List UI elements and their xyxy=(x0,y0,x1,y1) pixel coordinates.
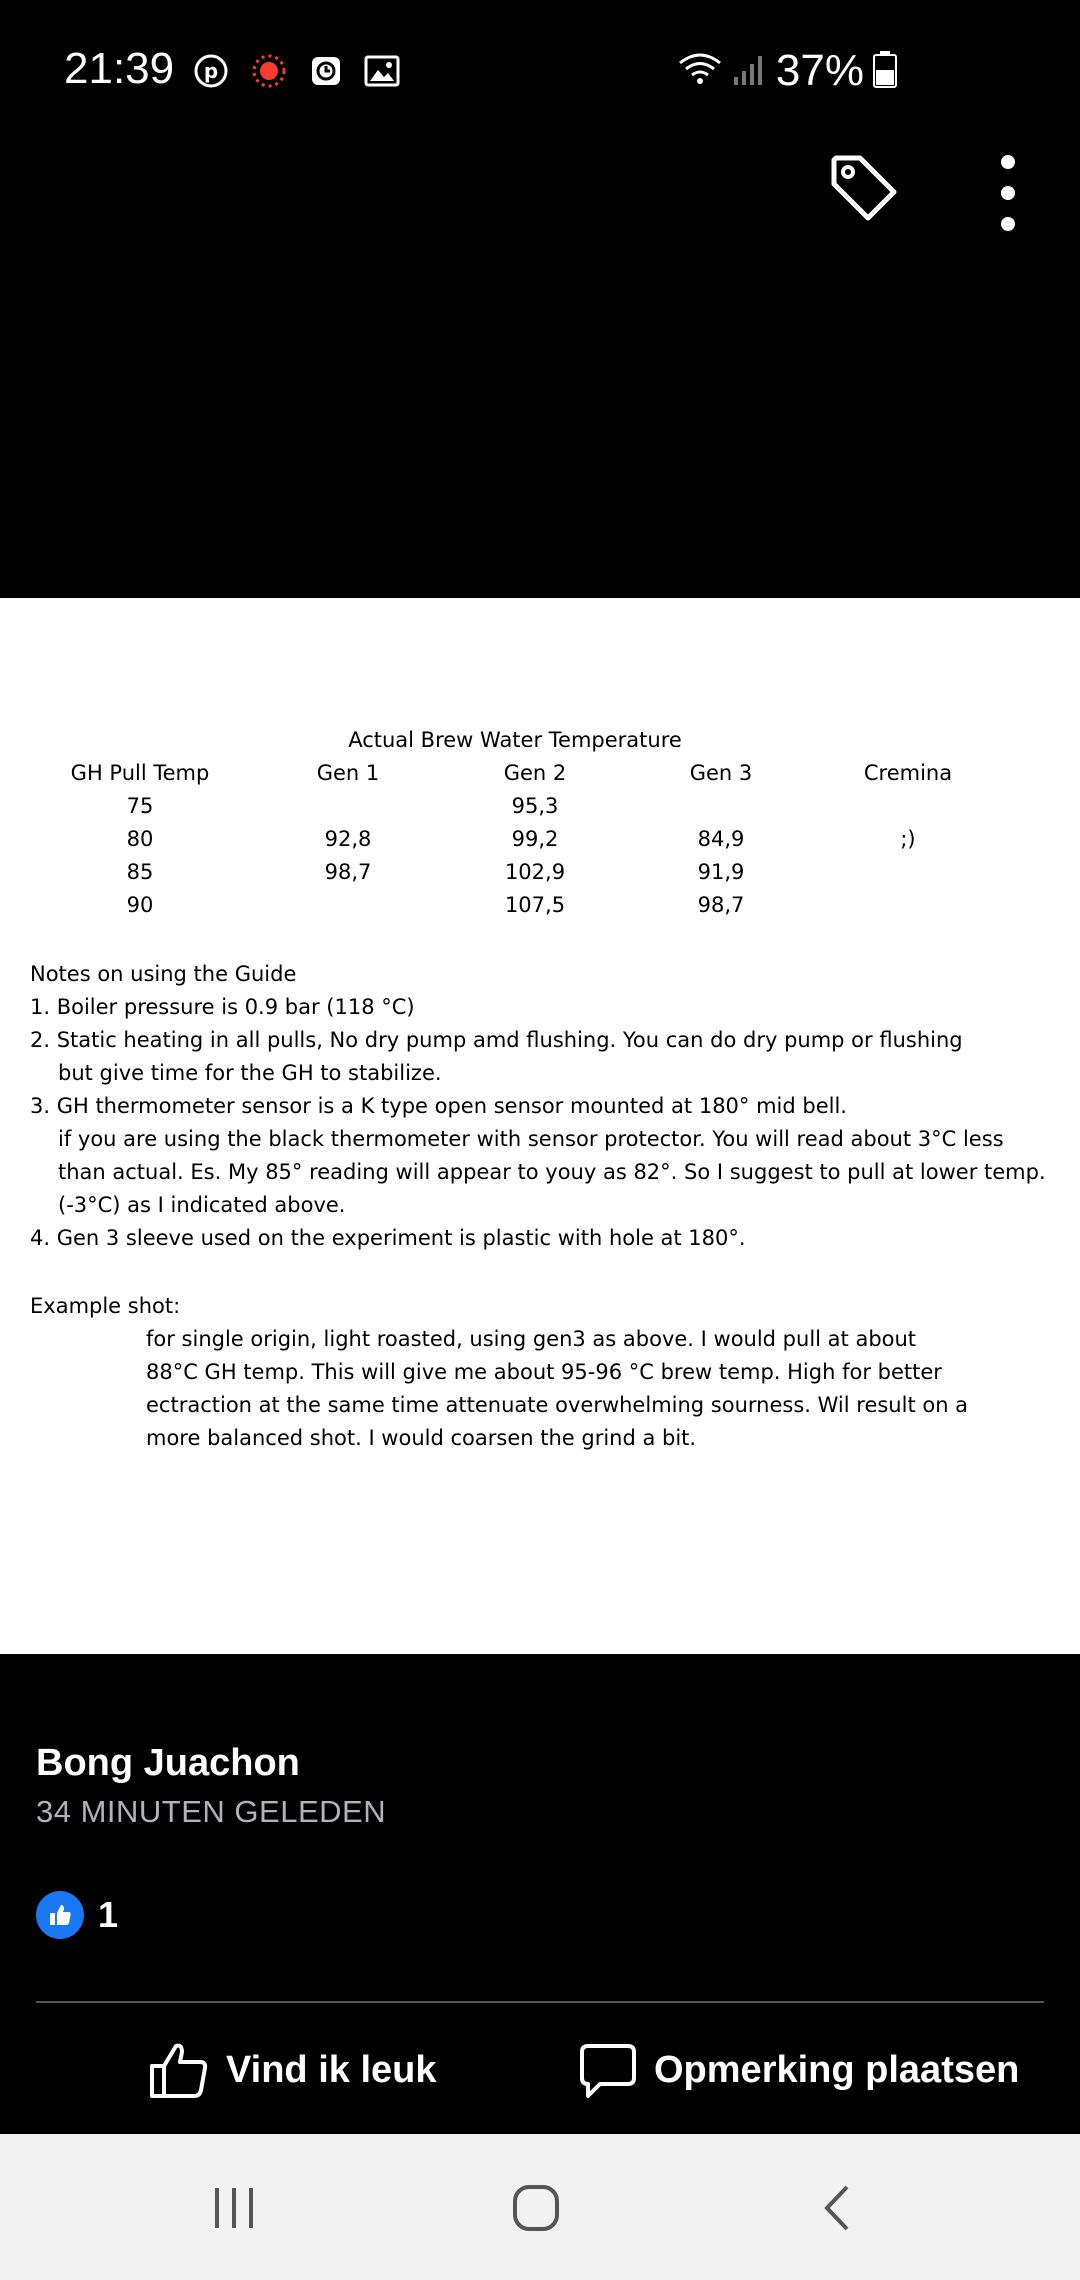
recent-apps-icon xyxy=(209,2183,259,2233)
notes-line: (-3°C) as I indicated above. xyxy=(58,1193,346,1217)
status-icons-left xyxy=(194,52,400,95)
table-cell: 95,3 xyxy=(511,794,559,818)
example-line: ectraction at the same time attenuate overwhelming sourness. Wil result on a xyxy=(146,1393,969,1417)
home-icon xyxy=(510,2182,562,2234)
table-header: Gen 3 xyxy=(689,761,753,785)
example-body xyxy=(30,1323,1060,1455)
table-header: GH Pull Temp xyxy=(70,761,210,785)
temperature-table xyxy=(0,761,1080,926)
like-button[interactable] xyxy=(148,2040,436,2100)
back-icon xyxy=(813,2183,863,2233)
notes-line: 2. Static heating in all pulls, No dry pump amd flushing. You can do dry pump or flushing xyxy=(30,1028,963,1052)
post-author[interactable]: Bong Juachon xyxy=(36,1742,300,1784)
table-header-row xyxy=(0,761,1080,794)
table-cell: 102,9 xyxy=(504,860,566,884)
notes-line: 1. Boiler pressure is 0.9 bar (118 °C) xyxy=(30,995,415,1019)
more-options-button[interactable] xyxy=(990,155,1026,231)
comment-button[interactable] xyxy=(578,2040,1019,2100)
notes-heading: Notes on using the Guide xyxy=(30,962,297,986)
clock-icon xyxy=(310,55,342,92)
tag-icon xyxy=(826,150,902,226)
table-cell: 107,5 xyxy=(504,893,566,917)
notes-line: but give time for the GH to stabilize. xyxy=(58,1061,442,1085)
status-icons-right xyxy=(676,46,898,96)
comment-button-label: Opmerking plaatsen xyxy=(654,2048,1020,2091)
example-section xyxy=(30,1290,1060,1455)
like-button-label: Vind ik leuk xyxy=(226,2048,437,2091)
divider xyxy=(36,2001,1044,2003)
status-time: 21:39 xyxy=(64,44,175,93)
more-vertical-icon-dot xyxy=(1001,217,1015,231)
pinterest-icon xyxy=(194,54,228,93)
table-row xyxy=(0,860,1080,893)
table-cell: ;) xyxy=(900,827,916,851)
notes-line: 4. Gen 3 sleeve used on the experiment is plastic with hole at 180°. xyxy=(30,1226,746,1250)
battery-icon xyxy=(872,50,898,93)
gallery-icon xyxy=(364,55,400,92)
example-line: 88°C GH temp. This will give me about 95-96 °C brew temp. High for better xyxy=(146,1360,942,1384)
table-cell: 84,9 xyxy=(697,827,745,851)
table-row xyxy=(0,893,1080,926)
post-timestamp: 34 MINUTEN GELEDEN xyxy=(36,1794,387,1829)
document-title: Actual Brew Water Temperature xyxy=(348,728,682,752)
table-cell: 92,8 xyxy=(324,827,372,851)
table-header: Cremina xyxy=(863,761,953,785)
table-cell: 91,9 xyxy=(697,860,745,884)
table-header: Gen 2 xyxy=(503,761,567,785)
table-cell: 98,7 xyxy=(697,893,745,917)
notes-line: if you are using the black thermometer with sensor protector. You will read about 3°C less xyxy=(58,1127,1004,1151)
comment-icon xyxy=(578,2040,638,2100)
notes-line: 3. GH thermometer sensor is a K type open sensor mounted at 180° mid bell. xyxy=(30,1094,847,1118)
example-heading: Example shot: xyxy=(30,1294,181,1318)
table-row xyxy=(0,794,1080,827)
tag-button[interactable] xyxy=(826,150,902,226)
example-line: for single origin, light roasted, using gen3 as above. I would pull at about xyxy=(146,1327,917,1351)
wifi-icon xyxy=(676,51,724,92)
table-cell: 99,2 xyxy=(511,827,559,851)
recording-icon xyxy=(250,52,288,95)
post-image[interactable] xyxy=(0,598,1080,1654)
table-row xyxy=(0,827,1080,860)
back-button[interactable] xyxy=(808,2178,868,2238)
like-reaction-icon xyxy=(36,1891,84,1939)
navigation-bar xyxy=(0,2134,1080,2280)
table-cell: 75 xyxy=(126,794,154,818)
like-count: 1 xyxy=(98,1894,119,1935)
recent-apps-button[interactable] xyxy=(204,2178,264,2238)
battery-percentage: 37% xyxy=(775,46,864,95)
table-cell: 80 xyxy=(126,827,154,851)
status-bar xyxy=(0,0,1080,140)
notes-line: than actual. Es. My 85° reading will appear to youy as 82°. So I suggest to pull at lower temp. xyxy=(58,1160,1046,1184)
table-cell: 90 xyxy=(126,893,154,917)
table-cell: 85 xyxy=(126,860,154,884)
svg-text:p: p xyxy=(203,59,219,83)
table-header: Gen 1 xyxy=(316,761,380,785)
reactions-summary[interactable] xyxy=(36,1891,118,1939)
example-line: more balanced shot. I would coarsen the grind a bit. xyxy=(146,1426,697,1450)
more-vertical-icon-dot xyxy=(1001,186,1015,200)
signal-icon xyxy=(732,51,768,92)
home-button[interactable] xyxy=(506,2178,566,2238)
thumbs-up-icon xyxy=(148,2040,210,2100)
notes-section xyxy=(30,958,1060,1255)
table-cell: 98,7 xyxy=(324,860,372,884)
more-vertical-icon-dot xyxy=(1001,155,1015,169)
